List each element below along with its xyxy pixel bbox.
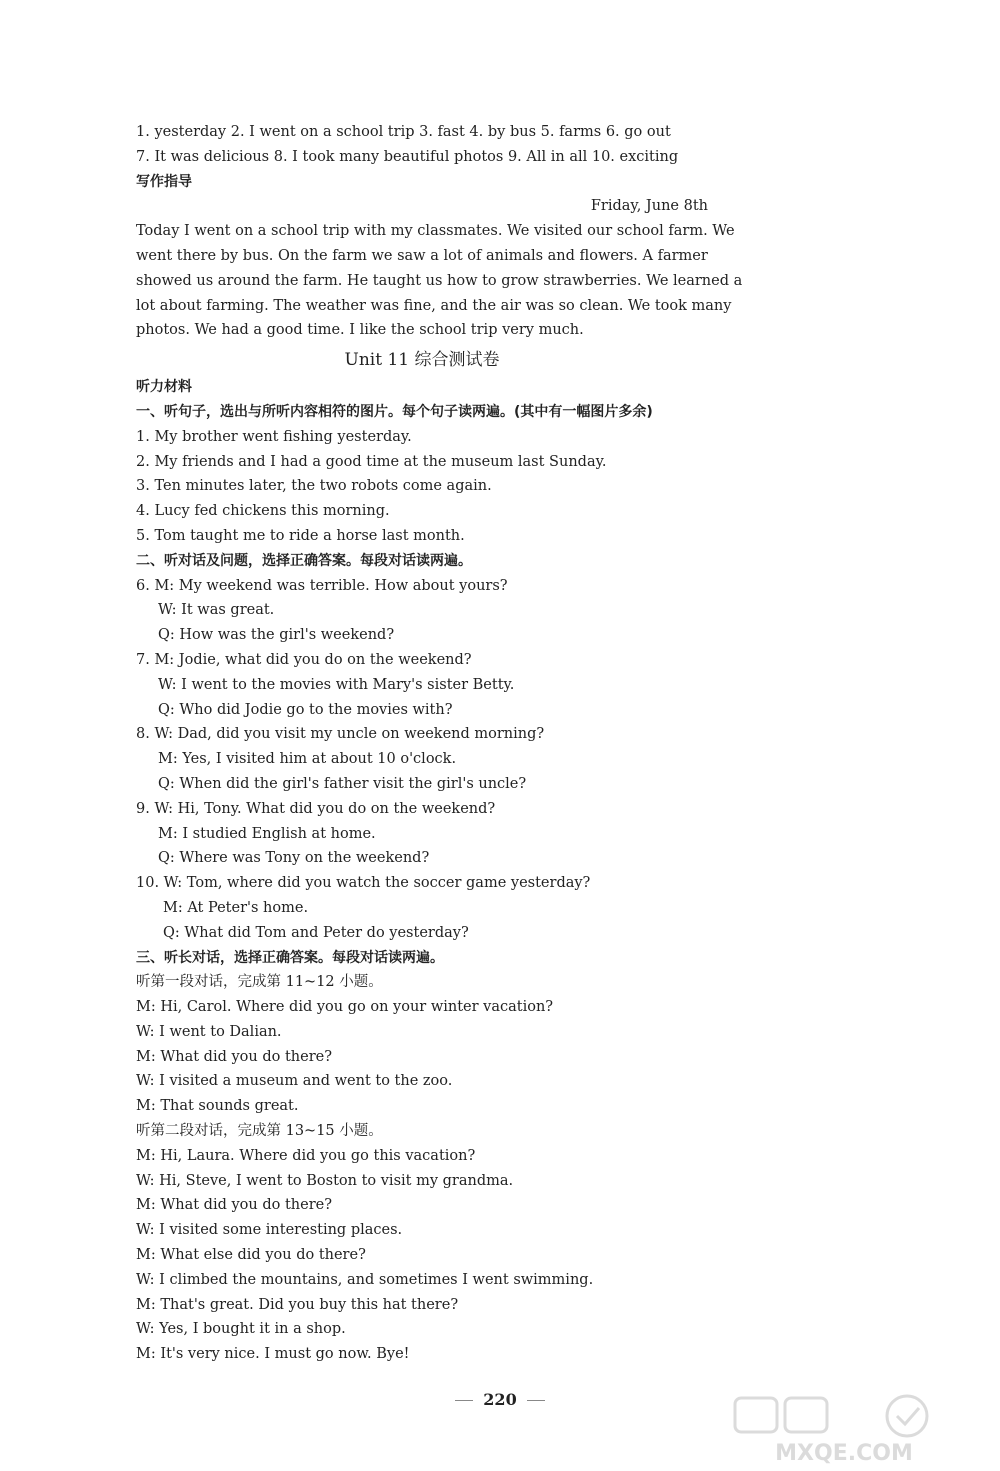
essay bbox=[136, 219, 743, 343]
dialog-line: 7. M: Jodie, what did you do on the weekend? bbox=[136, 651, 472, 668]
dialog-line: W: Hi, Steve, I went to Boston to visit my grandma. bbox=[136, 1172, 514, 1189]
essay-line: photos. We had a good time. I like the school trip very much. bbox=[136, 322, 584, 339]
dialog-question: Q: What did Tom and Peter do yesterday? bbox=[163, 924, 469, 941]
watermark-text: MXQE.COM bbox=[775, 1441, 913, 1466]
essay-line: showed us around the farm. He taught us how to grow strawberries. We learned a bbox=[136, 272, 743, 289]
dialog-question: Q: Who did Jodie go to the movies with? bbox=[158, 701, 453, 718]
dialog-question: Q: When did the girl's father visit the girl's uncle? bbox=[158, 775, 527, 792]
dialog-line: W: I visited a museum and went to the zoo. bbox=[136, 1073, 453, 1090]
section-heading: 一、听句子，选出与所听内容相符的图片。每个句子读两遍。(其中有一幅图片多余) bbox=[136, 403, 653, 420]
list-item: 4. Lucy fed chickens this morning. bbox=[136, 503, 390, 520]
dialog-intro: 听第一段对话，完成第 11~12 小题。 bbox=[136, 974, 383, 991]
dialog-line: M: At Peter's home. bbox=[163, 899, 309, 916]
watermark bbox=[727, 1392, 962, 1467]
answer-line: 7. It was delicious 8. I took many beautiful photos 9. All in all 10. exciting bbox=[136, 148, 679, 165]
list-item: 2. My friends and I had a good time at the museum last Sunday. bbox=[136, 453, 607, 470]
dialog-line: M: Hi, Laura. Where did you go this vacation? bbox=[136, 1147, 476, 1164]
dialog-line: 6. M: My weekend was terrible. How about yours? bbox=[136, 577, 508, 594]
dialog-line: M: What did you do there? bbox=[136, 1197, 332, 1214]
dialog-line: 10. W: Tom, where did you watch the soccer game yesterday? bbox=[136, 875, 591, 892]
list-item: 1. My brother went fishing yesterday. bbox=[136, 428, 412, 445]
dialog-line: 8. W: Dad, did you visit my uncle on weekend morning? bbox=[136, 726, 545, 743]
unit-title: Unit 11 综合测试卷 bbox=[344, 350, 500, 371]
dialog-line: M: What did you do there? bbox=[136, 1048, 332, 1065]
section-heading: 二、听对话及问题，选择正确答案。每段对话读两遍。 bbox=[136, 552, 472, 569]
essay-line: went there by bus. On the farm we saw a lot of animals and flowers. A farmer bbox=[136, 247, 708, 264]
section-heading: 三、听长对话，选择正确答案。每段对话读两遍。 bbox=[136, 949, 444, 966]
dialog-line: M: That's great. Did you buy this hat there? bbox=[136, 1296, 459, 1313]
dialog-line: M: It's very nice. I must go now. Bye! bbox=[136, 1346, 410, 1363]
dialog-intro: 听第二段对话，完成第 13~15 小题。 bbox=[136, 1123, 383, 1140]
page-number: 220 bbox=[483, 1390, 517, 1409]
footer-dash bbox=[455, 1400, 473, 1401]
dialog-question: Q: Where was Tony on the weekend? bbox=[158, 850, 430, 867]
dialog-question: Q: How was the girl's weekend? bbox=[158, 627, 395, 644]
footer-dash bbox=[527, 1400, 545, 1401]
essay-line: Today I went on a school trip with my classmates. We visited our school farm. We bbox=[136, 223, 735, 240]
answer-line: 1. yesterday 2. I went on a school trip 3. fast 4. by bus 5. farms 6. go out bbox=[136, 124, 671, 140]
materials-heading: 听力材料 bbox=[136, 379, 192, 396]
dialog-line: M: What else did you do there? bbox=[136, 1247, 366, 1264]
writing-heading: 写作指导 bbox=[136, 173, 192, 190]
dialog-line: W: I visited some interesting places. bbox=[136, 1222, 403, 1239]
dialog-line: W: I climbed the mountains, and sometimes I went swimming. bbox=[136, 1271, 594, 1288]
answer-logo-icon bbox=[735, 1396, 927, 1436]
essay-date: Friday, June 8th bbox=[590, 198, 708, 215]
document-page bbox=[136, 120, 743, 1367]
dialog-line: W: I went to the movies with Mary's sister Betty. bbox=[158, 676, 515, 693]
dialog-line: M: Hi, Carol. Where did you go on your winter vacation? bbox=[136, 999, 554, 1016]
essay-line: lot about farming. The weather was fine, and the air was so clean. We took many bbox=[136, 297, 732, 314]
dialog-line: W: Yes, I bought it in a shop. bbox=[136, 1321, 346, 1338]
dialog-line: M: That sounds great. bbox=[136, 1098, 299, 1115]
dialog-line: W: I went to Dalian. bbox=[136, 1023, 282, 1040]
dialog-line: 9. W: Hi, Tony. What did you do on the weekend? bbox=[136, 800, 496, 817]
dialog-line: M: I studied English at home. bbox=[158, 825, 376, 842]
list-item: 3. Ten minutes later, the two robots come again. bbox=[136, 478, 492, 495]
dialog-line: W: It was great. bbox=[158, 602, 275, 619]
dialog-line: M: Yes, I visited him at about 10 o'clock. bbox=[158, 751, 457, 768]
list-item: 5. Tom taught me to ride a horse last month. bbox=[136, 527, 465, 544]
